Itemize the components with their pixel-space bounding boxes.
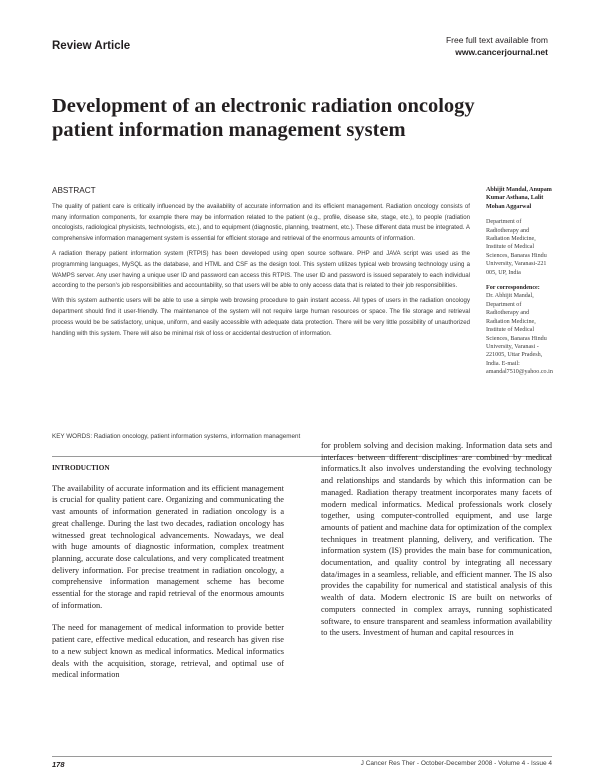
body-paragraph: The availability of accurate information and its efficient management is crucial for quality patient care. Organizing and communicating the vast amounts of information generated in radiation oncology is a great challenge. During the last two decades, radiation oncology has witnessed great technological advancements. Nowadays, we deal with huge amounts of diagnostic information, complex treatment planning, accurate dose calculations, and very complicated treatment delivery information. For precise treatment in radiation oncology, a comprehensive information management scheme has become essential for the storage and rapid retrieval of the enormous amounts of information. [52,483,284,610]
author-names: Abhijit Mandal, Anupam Kumar Asthana, Lalit Mohan Aggarwal [486,187,552,210]
section-label: Review Article [52,40,131,52]
abstract-paragraph: With this system authentic users will be able to use a simple web browsing procedure to gain instant access. All types of users in the radiation oncology department should find it user-friendly. The maintenance of the system will not require large human resources or space. The file storage and retrieval process would be be satisfactory, unique, uniform, and easily accessible with adequate data protection. There will be very little possibility of unauthorized handling with this system. There will also be minimal risk of loss or accidental destruction of information. [52,297,470,337]
abstract-paragraph: The quality of patient care is critically influenced by the availability of accurate information and its efficient management. Radiation oncology consists of many information components, for example there may be information related to the patient (e.g., profile, disease site, stage, etc.), to people (radiation oncologists, radiological physicists, technologists, etc.), and to equipment (diagnostic, planning, treatment, etc.). These different data must be integrated. A comprehensive information management system is essential for efficient storage and retrieval of the enormous amounts of information. [52,202,470,243]
correspondence-details: Dr. Abhijit Mandal, Department of Radiotherapy and Radiation Medicine, Institute of Medical Sciences, Banaras Hindu University, Varanasi - 221005, Uttar Pradesh, India. E-mail: amandal7510@yahoo.co.in [486,293,553,376]
journal-citation: J Cancer Res Ther - October-December 2008 - Volume 4 - Issue 4 [360,760,552,767]
body-column-right [321,440,552,650]
article-title: Development of an electronic radiation oncology patient information management system [52,95,475,141]
abstract-paragraph: A radiation therapy patient information system (RTPIS) has been developed using open source software. PHP and JAVA script was used as the programming languages, MySQL as the database, and HTML and CSF as the design tool. This system utilizes typical web browsing technology using a WAMPS server. Any user having a unique user ID and password can access this RTPIS. The user ID and password is issued separately to each individual according to the person's job responsibilities and accountability, so that users will be able to only access data that is related to their job responsibilities. [52,249,470,290]
abstract-heading: ABSTRACT [52,186,96,195]
author-affiliation: Department of Radiotherapy and Radiation Medicine, Institute of Medical Sciences, Banaras Hindu University, Varanasi-221 005, UP, India [486,219,547,276]
keywords-line: KEY WORDS: Radiation oncology, patient information systems, information management [52,433,301,440]
correspondence-heading: For correspondence: [486,285,540,292]
journal-url-link[interactable]: www.cancerjournal.net [455,47,548,57]
page-number: 178 [52,760,65,769]
free-text-notice [446,34,548,58]
author-sidebar [486,186,552,377]
body-paragraph: The need for management of medical information to provide better patient care, effective medical education, and research has given rise to a new subject known as medical informatics. Medical informatics deals with the acquisition, storage, retrieval, and optimal use of medical information [52,623,284,680]
abstract-block [52,186,470,343]
footer-divider [52,756,552,757]
body-paragraph: for problem solving and decision making. Information data sets and interfaces between different disciplines are combined by medical informatics.It also involves understanding the evolving technology and relationships and standards by which this information can be managed. Radiation therapy treatment incorporates many facets of modern medical informatics. Medical professionals work closely together, using computer-controlled equipment, and use large amounts of patient and machine data for optimization of the complex techniques in treatment planning, delivery, and verification. The information system (IS) provides the main base for communication, documentation, and quality control by integrating all necessary data/images in a seamless, reliable, and efficient manner. The IS also provides the capability for numerical and statistical analysis of this wealth of data. Modern electronic IS are built on networks of computers connected in complex arrays, running sophisticated software, to ensure transparent and seamless information availability to the users. Investment of human and capital resources in [321,441,552,638]
free-text-line: Free full text available from [445,35,548,45]
body-column-left [52,463,284,692]
introduction-heading: INTRODUCTION [52,464,110,472]
